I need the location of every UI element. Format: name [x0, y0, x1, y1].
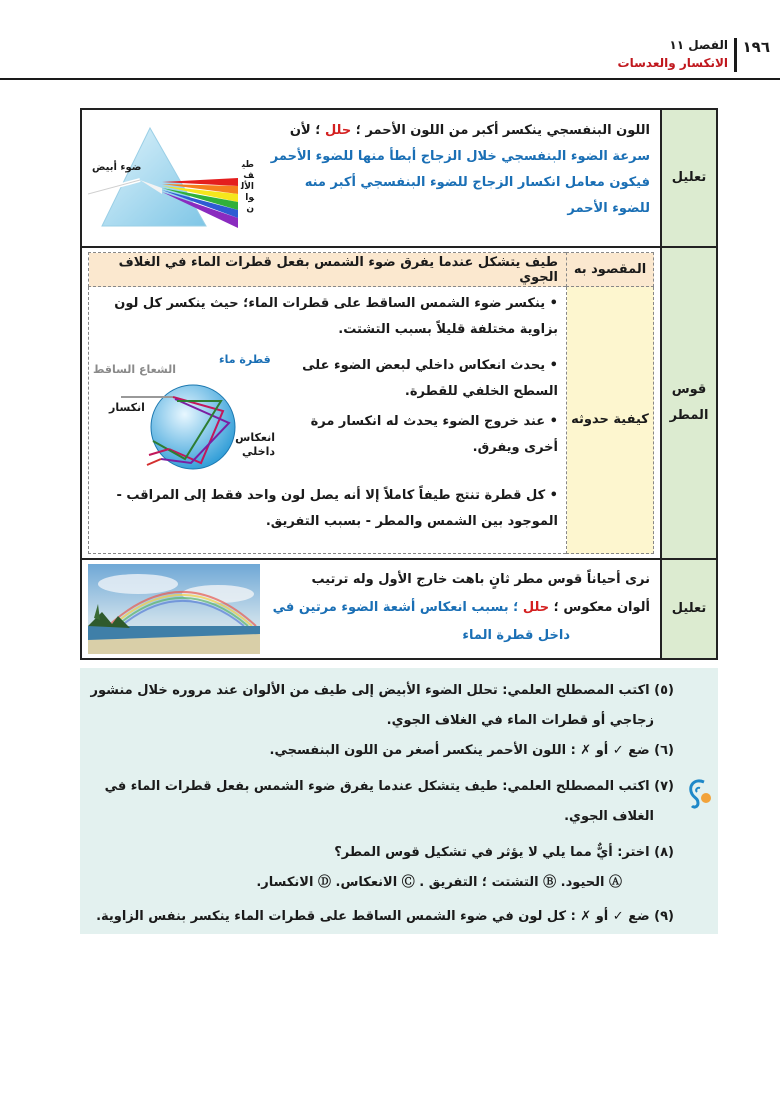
exercise-5-line1: (٥) اكتب المصطلح العلمي: تحلل الضوء الأبيض إلى طيف من الألوان عند مروره خلال منشور — [90, 683, 674, 698]
row1-line3: فيكون معامل انكسار الزجاج للضوء البنفسجي أكبر منه — [304, 175, 650, 190]
analysis-tag-2: حلل — [522, 600, 550, 615]
exercise-9: (٩) ضع ✓ أو ✗ : كل لون في ضوء الشمس الساقط على قطرات الماء ينكسر بنفس الزاوية. — [96, 909, 674, 924]
exercise-8: (٨) اختر: أيٌّ مما يلي لا يؤثر في تشكيل قوس المطر؟ — [334, 845, 674, 860]
row3-label: تعليل — [661, 559, 717, 659]
meaning-text: طيف يتشكل عندما يفرق ضوء الشمس بفعل قطرات الماء في الغلاف الجوي — [89, 253, 567, 287]
exercise-5-line2: زجاجي أو قطرات الماء في الغلاف الجوي. — [386, 713, 654, 728]
droplet-figure — [91, 351, 277, 481]
exercise-7-line1: (٧) اكتب المصطلح العلمي: طيف يتشكل عندما يفرق ضوء الشمس بفعل قطرات الماء في — [104, 779, 674, 794]
double-rainbow-explanation — [82, 560, 660, 658]
fig-white-light-label: ضوء أبيض — [92, 162, 142, 173]
ear-icon[interactable] — [684, 776, 714, 810]
how-label: كيفية حدوثه — [567, 287, 654, 554]
analysis-tag: حلل — [324, 123, 352, 138]
fig-refraction-label: انكسار — [109, 401, 145, 414]
rainbow-photo — [88, 564, 260, 654]
header-divider — [734, 38, 737, 72]
bullet-1: • ينكسر ضوء الشمس الساقط على قطرات الماء؛ حيث ينكسر كل لون بزاوية مختلفة قليلاً بسبب التشتت. — [114, 296, 558, 337]
prism-shape — [102, 128, 206, 226]
row1-line2: سرعة الضوء البنفسجي خلال الزجاج أبطأ منها للضوء الأحمر — [270, 149, 650, 164]
row3-line2: ألوان معكوس ؛ حلل ؛ بسبب انعكاس أشعة الضوء مرتين في — [272, 600, 650, 615]
exercise-7-line2: الغلاف الجوي. — [564, 809, 654, 824]
header-rule — [0, 78, 780, 80]
row1-line4: للضوء الأحمر — [567, 201, 650, 216]
prism-explanation — [82, 110, 660, 246]
how-content — [89, 287, 567, 554]
fig-ray-label: الشعاع الساقط — [93, 363, 176, 376]
meaning-label: المقصود به — [567, 253, 654, 287]
prism-figure — [88, 116, 260, 240]
bullet-3: • عند خروج الضوء يحدث له انكسار مرة أخرى ويفرق. — [310, 414, 558, 455]
row1-label: تعليل — [661, 109, 717, 247]
rainbow-inner-table — [88, 252, 654, 554]
row1-line1: اللون البنفسجي ينكسر أكبر من اللون الأحمر ؛ حلل ؛ لأن — [289, 123, 650, 138]
bullet-4: • كل قطرة تنتج طيفاً كاملاً إلا أنه يصل لون واحد فقط إلى المراقب - الموجود بين الشمس والمطر - بسبب التفريق. — [116, 488, 558, 529]
page-number: ١٩٦ — [742, 38, 770, 56]
row3-line3: داخل قطرة الماء — [462, 628, 570, 643]
exercise-8-options: Ⓐ الحيود. Ⓑ التشتت ؛ التفريق . Ⓒ الانعكاس. Ⓓ الانكسار. — [256, 875, 622, 890]
fig-spectrum-label: طيف الألوان — [240, 160, 254, 214]
chapter-title: الانكسار والعدسات — [617, 56, 728, 70]
exercise-6: (٦) ضع ✓ أو ✗ : اللون الأحمر ينكسر أصغر من اللون البنفسجي. — [269, 743, 674, 758]
row2-label: قوس المطر — [661, 247, 717, 559]
bullet-2: • يحدث انعكاس داخلي لبعض الضوء على السطح الخلفي للقطرة. — [302, 358, 558, 399]
fig-reflection-label: انعكاس داخلي — [235, 431, 275, 458]
fig-drop-label: قطرة ماء — [219, 353, 271, 366]
row3-line1: نرى أحياناً قوس مطر ثانٍ باهت خارج الأول وله ترتيب — [311, 572, 650, 587]
content-table — [80, 108, 718, 660]
chapter-label: الفصل ١١ — [669, 38, 728, 52]
exercise-block — [80, 668, 718, 934]
